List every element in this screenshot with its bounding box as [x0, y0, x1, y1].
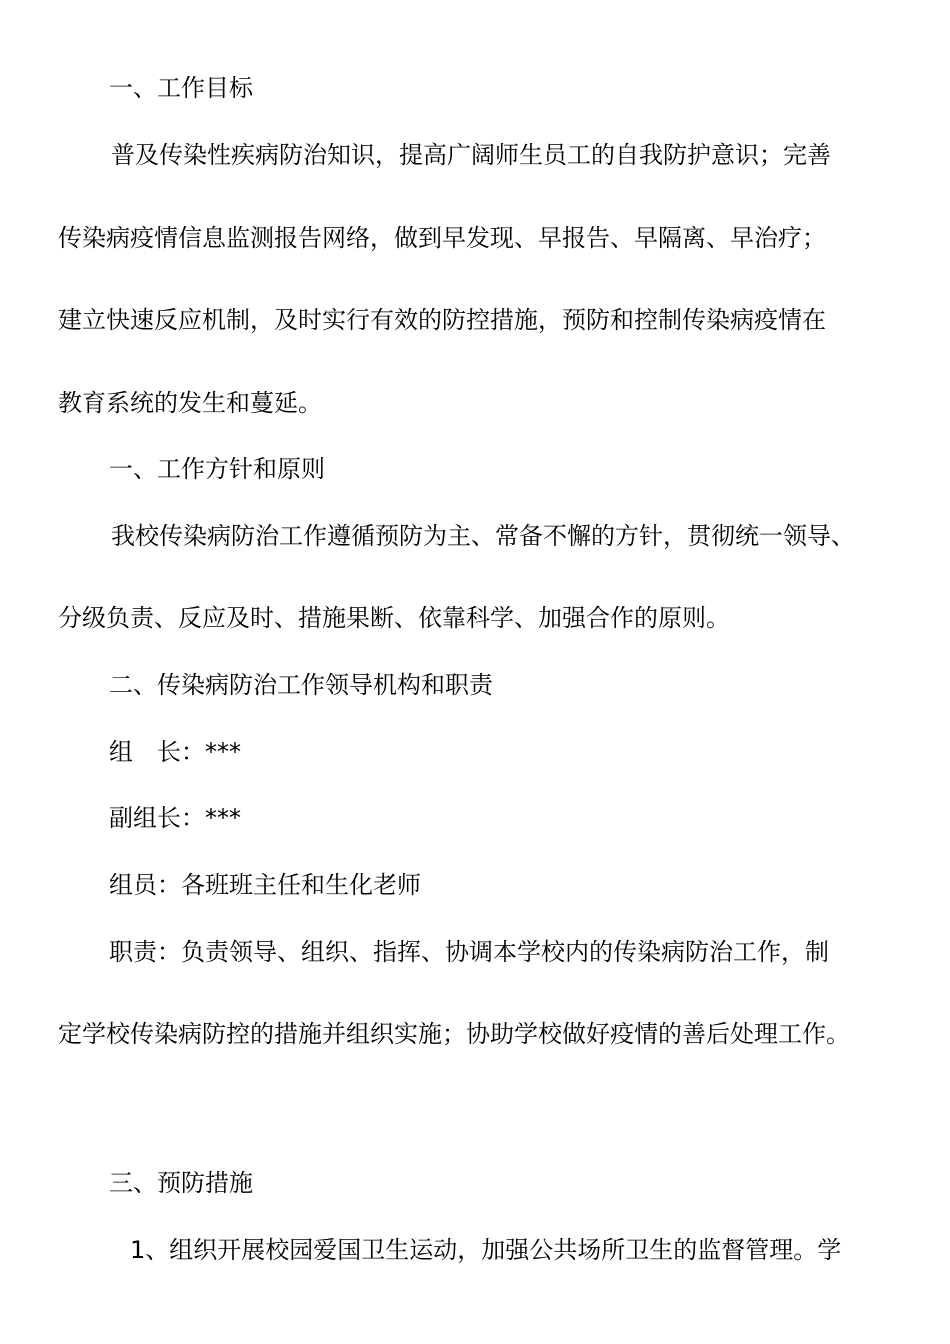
- heading-leadership: 二、传染病防治工作领导机构和职责: [109, 671, 493, 699]
- paragraph-line: 分级负责、反应及时、措施果断、依靠科学、加强合作的原则。: [58, 604, 730, 632]
- members-line: 组员：各班班主任和生化老师: [109, 871, 421, 899]
- heading-work-goals: 一、工作目标: [109, 74, 253, 102]
- paragraph-line: 我校传染病防治工作遵循预防为主、常备不懈的方针，贯彻统一领导、: [111, 522, 855, 550]
- paragraph-line: 传染病疫情信息监测报告网络，做到早发现、早报告、早隔离、早治疗；: [58, 224, 826, 252]
- paragraph-line: 建立快速反应机制，及时实行有效的防控措施，预防和控制传染病疫情在: [58, 306, 826, 334]
- deputy-leader-line: 副组长：***: [109, 804, 241, 832]
- paragraph-line: 定学校传染病防控的措施并组织实施；协助学校做好疫情的善后处理工作。: [58, 1020, 850, 1048]
- group-leader-line: 组 长：***: [109, 738, 241, 766]
- paragraph-line: 职责：负责领导、组织、指挥、协调本学校内的传染病防治工作，制: [109, 938, 829, 966]
- heading-policy-principles: 一、工作方针和原则: [109, 455, 325, 483]
- paragraph-line: 教育系统的发生和蔓延。: [58, 389, 322, 417]
- paragraph-line: 普及传染性疾病防治知识，提高广阔师生员工的自我防护意识；完善: [111, 141, 831, 169]
- paragraph-line: 1、组织开展校园爱国卫生运动，加强公共场所卫生的监督管理。学: [130, 1236, 842, 1264]
- heading-prevention: 三、预防措施: [109, 1169, 253, 1197]
